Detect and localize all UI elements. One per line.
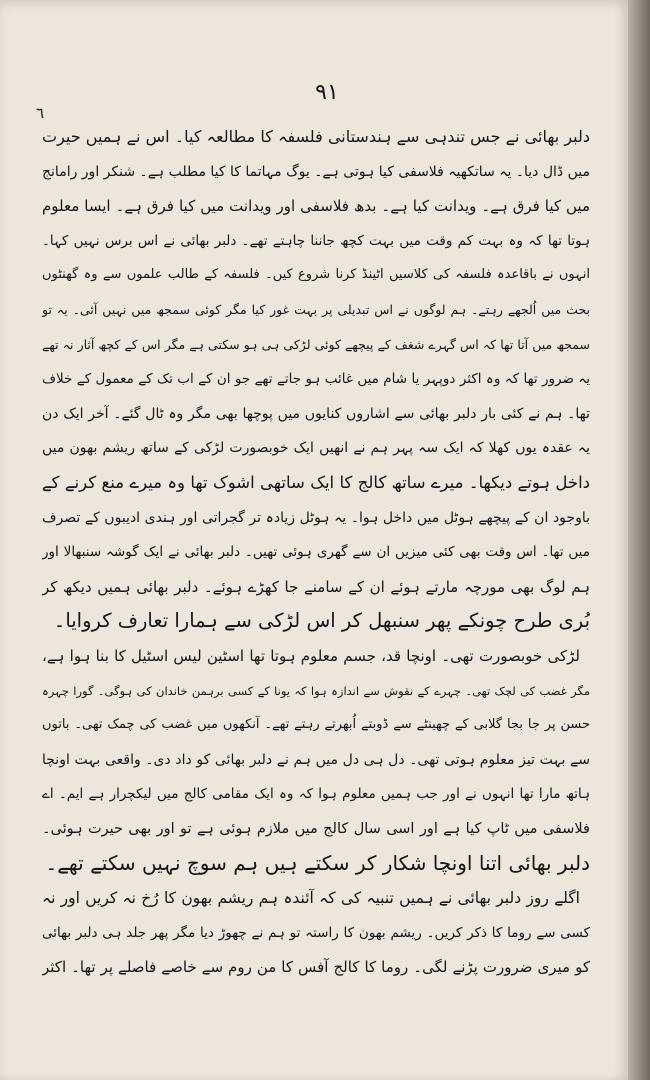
text-line: سمجھ میں آتا تھا کہ اس گہرے شغف کے پیچھے کوئی لڑکی ہی ہو سکتی ہے مگر اس کے کچھ آثار نہ تھے bbox=[42, 336, 590, 352]
text-line: دلبر بھائی نے جس تندہی سے ہندستانی فلسفہ کا مطالعہ کیا۔ اس نے ہمیں حیرت bbox=[42, 127, 590, 146]
text-line: ہوتا تھا کہ وہ بہت کم وقت میں بہت کچھ جاننا چاہتے تھے۔ دلبر بھائی نے اس برس نہیں کہا۔ bbox=[42, 232, 590, 249]
text-line: ہم لوگ بھی مورچہ مارتے ہوئے ان کے سامنے جا کھڑے ہوئے۔ دلبر بھائی ہمیں دیکھ کر bbox=[42, 577, 590, 596]
text-line: لڑکی خوبصورت تھی۔ اونچا قد، جسم معلوم ہوتا تھا اسٹین لیس اسٹیل کا بنا ہوا ہے، bbox=[42, 646, 580, 665]
text-line: بحث میں اُلجھے رہتے۔ ہم لوگوں نے اس تبدیلی پر بہت غور کیا مگر کوئی سمجھ میں نہیں آئی۔ یہ تو bbox=[42, 301, 590, 317]
text-line: بُری طرح چونکے پھر سنبھل کر اس لڑکی سے ہمارا تعارف کروایا۔ bbox=[53, 609, 590, 633]
paragraph bbox=[42, 639, 590, 881]
corner-mark: ٦ bbox=[36, 104, 45, 122]
text-line: انہوں نے باقاعدہ فلسفہ کی کلاسیں اٹینڈ کرنا شروع کیں۔ فلسفہ کے طالب علموں سے وہ گھنٹوں bbox=[42, 267, 590, 283]
text-line: ہاتھ مارا تھا انہوں نے اور جب ہمیں معلوم ہوا کہ وہ ایک مقامی کالج میں لیکچرار ہے ایم۔ اے bbox=[42, 786, 590, 803]
text-line: کو میری ضرورت پڑنے لگی۔ روما کا کالج آفس کا من روم سے خاصے فاصلے پر تھا۔ اکثر bbox=[42, 958, 590, 977]
text-line: تھا۔ ہم نے کئی بار دلبر بھائی سے اشاروں کنایوں میں پوچھا بھی مگر وہ ٹال گئے۔ آخر ایک دن bbox=[42, 405, 590, 422]
text-line: باوجود ان کے پیچھے ہوٹل میں داخل ہوا۔ یہ ہوٹل زیادہ تر گجراتی اور ہندی ادیبوں کے تصرف bbox=[42, 509, 590, 526]
book-spine-edge bbox=[628, 0, 650, 1080]
text-line: داخل ہوتے دیکھا۔ میرے ساتھ کالج کا ایک ساتھی اشوک تھا وہ میرے منع کرنے کے bbox=[42, 472, 590, 492]
text-line: میں ڈال دیا۔ یہ ساتکھیہ فلاسفی کیا ہوتی ہے۔ یوگ مہاتما کا کیا مطلب ہے۔ شنکر اور رامانج bbox=[42, 163, 590, 180]
body-text bbox=[42, 120, 590, 985]
text-line: کسی سے روما کا ذکر کریں۔ ریشم بھون کا راستہ تو ہم نے چھوڑ دیا مگر پھر جلد ہی دلبر بھائی bbox=[42, 924, 590, 941]
text-line: فلاسفی میں ٹاپ کیا ہے اور اسی سال کالج میں ملازم ہوئی ہے تو اور بھی حیرت ہوئی۔ bbox=[42, 820, 590, 837]
paragraph bbox=[42, 881, 590, 985]
paragraph bbox=[42, 120, 590, 639]
page-number: ۹۱ bbox=[315, 80, 339, 105]
text-line: میں کیا فرق ہے۔ ویدانت کیا ہے۔ بدھ فلاسفی اور ویدانت میں کیا فرق ہے۔ ایسا معلوم bbox=[42, 197, 590, 216]
text-line: مگر غضب کی لچک تھی۔ چہرے کے نقوش سے اندازہ ہوا کہ یونا کے کسی برہمن خاندان کی ہوگی۔ گورا چہرہ bbox=[42, 683, 590, 698]
text-line: حسن پر جا بجا گلابی کے چھینٹے سے ڈوبتے اُبھرتے رہتے تھے۔ آنکھوں میں غضب کی چمک تھی۔ باتوں bbox=[42, 717, 590, 733]
text-line: میں تھا۔ اس وقت بھی کئی میزیں ان سے گھری ہوئی تھیں۔ دلبر بھائی نے ایک گوشہ سنبھالا اور bbox=[42, 544, 590, 561]
text-line: دلبر بھائی اتنا اونچا شکار کر سکتے ہیں ہم سوچ نہیں سکتے تھے۔ bbox=[45, 851, 590, 876]
text-line: یہ عقدہ یوں کھلا کہ ایک سہ پہر ہم نے انھیں ایک خوبصورت لڑکی کے ساتھ ریشم بھون میں bbox=[42, 440, 590, 457]
text-line: سے بہت تیز معلوم ہوتی تھی۔ دل ہی دل میں ہم نے دلبر بھائی کو داد دی۔ واقعی بہت اونچا bbox=[42, 751, 590, 768]
text-line: یہ ضرور تھا کہ وہ اکثر دوپہر یا شام میں غائب ہو جاتے تھے جو ان کے اب تک کے معمول کے خلاف bbox=[42, 371, 590, 388]
text-line: اگلے روز دلبر بھائی نے ہمیں تنبیہ کی کہ آئندہ ہم ریشم بھون کا رُخ نہ کریں اور نہ bbox=[42, 889, 580, 908]
